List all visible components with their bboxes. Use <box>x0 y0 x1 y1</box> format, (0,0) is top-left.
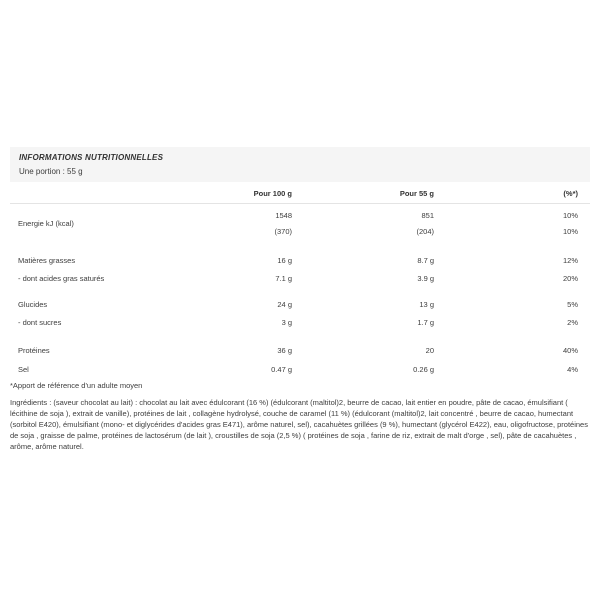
energy-kj-percent: 10% <box>562 211 578 220</box>
carbs-percent: 5% <box>567 300 578 309</box>
salt-per-100g: 0.47 g <box>271 365 292 374</box>
ingredients-paragraph: Ingrédients : (saveur chocolat au lait) : chocolat au lait avec édulcorant (16 %) (édulcorant (maltitol)2, beurre de cacao, lait entier en poudre, pâte de cacao, émulsifiant ( lécithine de soja ), extrait de vanille), protéines de lait , collagène hydrolysé, couche de caramel (11 %) (édulcorant (maltitol)2, lait concentré , beurre de cacao, humectant (sorbitol E420), émulsifiant (mono- et diglycérides d'acides gras E471), arôme naturel, sel), cacahuètes grillées (9 %), humectant (glycérol E422), eau, oligofructose, protéines de soja , graisse de palme, protéines de lactosérum (de lait ), croustilles de soja (2,5 %) ( protéines de soja , farine de riz, extrait de malt d'orge , sel), pâte de cacahuètes , arôme, arôme naturel. <box>10 398 588 451</box>
nutrition-header-panel <box>10 147 590 182</box>
energy-kcal-percent: 10% <box>562 227 578 236</box>
energy-percent <box>434 208 578 240</box>
energy-kj-per-55g: 851 <box>421 211 434 220</box>
row-label: - dont acides gras saturés <box>18 274 105 283</box>
column-header-empty <box>10 189 210 199</box>
reference-footnote: *Apport de référence d'un adulte moyen <box>10 381 143 390</box>
table-row-salt <box>10 362 590 378</box>
carbs-per-100g: 24 g <box>277 300 292 309</box>
row-label: Sel <box>18 365 29 374</box>
column-header-percent: (%*) <box>563 189 578 198</box>
column-header-per-55g: Pour 55 g <box>399 189 434 198</box>
energy-per-55g <box>292 208 434 240</box>
section-title: INFORMATIONS NUTRITIONNELLES <box>19 153 164 162</box>
saturated-per-55g: 3.9 g <box>417 274 434 283</box>
protein-percent: 40% <box>562 346 578 355</box>
table-row-fat <box>10 253 590 269</box>
energy-kj-per-100g: 1548 <box>275 211 292 220</box>
row-label: Energie kJ (kcal) <box>18 219 74 228</box>
portion-info: Une portion : 55 g <box>19 167 83 176</box>
row-label: Protéines <box>18 346 50 355</box>
table-row-energy <box>10 204 590 240</box>
energy-per-100g <box>210 208 292 240</box>
sugars-per-100g: 3 g <box>281 318 292 327</box>
nutrition-section <box>10 147 590 452</box>
saturated-per-100g: 7.1 g <box>275 274 292 283</box>
sugars-percent: 2% <box>567 318 578 327</box>
salt-per-55g: 0.26 g <box>413 365 434 374</box>
fat-per-55g: 8.7 g <box>417 256 434 265</box>
energy-kcal-per-55g: (204) <box>416 227 434 236</box>
table-row-protein <box>10 343 590 359</box>
row-label: Matières grasses <box>18 256 76 265</box>
table-row-carbs <box>10 297 590 313</box>
salt-percent: 4% <box>567 365 578 374</box>
protein-per-55g: 20 <box>425 346 434 355</box>
table-row-saturated-fat <box>10 271 590 287</box>
energy-kcal-per-100g: (370) <box>274 227 292 236</box>
carbs-per-55g: 13 g <box>419 300 434 309</box>
sugars-per-55g: 1.7 g <box>417 318 434 327</box>
row-label: Glucides <box>18 300 48 309</box>
column-header-per-100g: Pour 100 g <box>253 189 292 198</box>
table-header-row <box>10 182 590 204</box>
row-label: - dont sucres <box>18 318 62 327</box>
saturated-percent: 20% <box>562 274 578 283</box>
table-row-sugars <box>10 315 590 331</box>
fat-per-100g: 16 g <box>277 256 292 265</box>
fat-percent: 12% <box>562 256 578 265</box>
protein-per-100g: 36 g <box>277 346 292 355</box>
